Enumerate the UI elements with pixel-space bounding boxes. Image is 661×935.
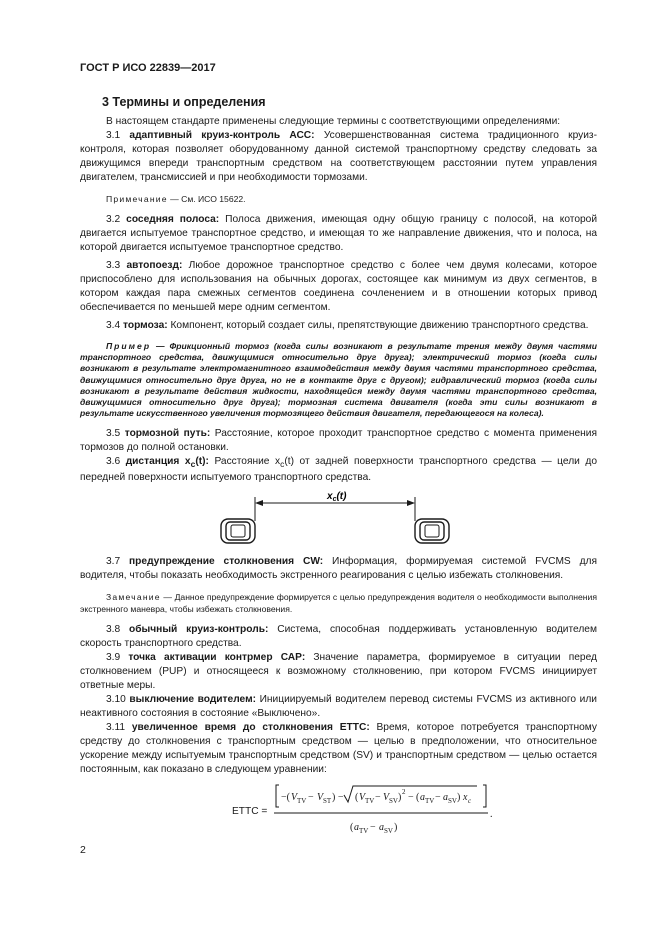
term-definition: (t) от задней поверхности транспортного средства — цели до передней поверхности испытуемого транспортного средства. [80, 456, 598, 484]
section-title: 3 Термины и определения [102, 95, 266, 109]
note-text: — См. ИСО 15622. [167, 194, 246, 204]
svg-text:a: a [354, 822, 359, 834]
svg-text:SV: SV [448, 797, 457, 806]
svg-text:−: − [370, 822, 376, 834]
term-name: адаптивный круиз-контроль АСС: [129, 130, 315, 141]
vehicle-icon [415, 519, 449, 543]
term-3-11 [80, 721, 597, 777]
example-text: — Фрикционный тормоз (когда силы возникают в результате трения между двумя частями транспортного средства, движущимися относительно друг друга); электрический тормоз (когда силы возникают в результате электромагнитного взаимодействия между двумя частями транспортного средства, движущимися относительно друг друга, но не в контакте друг с другом); гидравлический тормоз (когда силы возникают в результате действия жидкости, находящейся между двумя частями транспортного средства, движущимися относительно друг друга); тормозная система двигателя (когда эти силы возникают в результате искусственного увеличения тормозящего действия двигателя, передающегося на колеса). [80, 341, 597, 419]
distance-label: $x_c(t)$ [326, 491, 346, 504]
svg-text:V: V [383, 792, 390, 804]
formula-lhs: ЕТТС = [232, 806, 268, 818]
term-3-9 [80, 651, 597, 693]
svg-text:) −: ) − [332, 792, 344, 804]
svg-text:(: ( [416, 792, 420, 804]
term-number: 3.4 [106, 320, 123, 331]
note-label: Замечание [106, 592, 161, 603]
term-definition: Усовершенствованная система традиционного круиз-контроля, которая позволяет оборудованному данной системой транспортному средству следовать за движущимся впереди транспортным средством на соответствующем расстоянии путем управления двигателем, трансмиссией и при необходимости тормозами. [80, 130, 597, 183]
term-subscript: c [190, 459, 196, 470]
page-content [80, 88, 597, 843]
term-definition: Время, которое потребуется транспортному средству до столкновения с транспортным средством — целью в предположении, что относительное ускорение между испытуемым транспортным средством (SV) и транспортным средством — целью остается постоянным, как показано в следующем уравнении: [80, 722, 597, 776]
term-number: 3.5 [106, 428, 125, 440]
term-name: увеличенное время до столкновения ЕТТС: [131, 722, 370, 734]
svg-text:): ) [398, 792, 402, 804]
term-name: обычный круиз-контроль: [129, 624, 269, 636]
distance-diagram [219, 491, 459, 547]
term-3-6 [80, 455, 597, 485]
definition-subscript: c [280, 459, 285, 470]
note-3-1 [80, 193, 597, 205]
svg-text:TV: TV [297, 797, 307, 806]
term-3-2 [80, 213, 597, 255]
term-3-1 [80, 129, 597, 185]
term-name: выключение водителем: [129, 694, 257, 706]
term-definition: Расстояние, которое проходит транспортное средство с момента применения тормозов до полной остановки. [80, 428, 597, 454]
svg-text:SV: SV [389, 797, 398, 806]
term-number: 3.2 [106, 214, 127, 225]
svg-text:V: V [291, 792, 298, 804]
term-number: 3.6 [106, 456, 126, 468]
svg-text:c: c [468, 797, 472, 806]
term-number: 3.11 [106, 722, 132, 734]
term-number: 3.3 [106, 260, 127, 271]
term-3-7 [80, 555, 597, 583]
term-name: соседняя полоса: [126, 214, 220, 225]
term-definition: Инициируемый водителем перевод системы FVCMS из активного или неактивного состояния в состояние «Выключено». [80, 694, 597, 720]
svg-text:V: V [359, 792, 366, 804]
term-definition: Полоса движения, имеющая одну общую границу с полосой, на которой двигается испытуемое транспортное средство, и имеющая то же направление движения, что и полоса, на которой двигается испытуемое транспортное средство. [80, 214, 598, 253]
term-definition: Система, способная поддерживать установленную водителем скорость транспортного средства. [80, 624, 597, 650]
svg-text:x: x [463, 792, 468, 804]
svg-text:V: V [317, 792, 324, 804]
term-3-4 [80, 319, 597, 333]
svg-text:.: . [490, 809, 493, 821]
svg-text:SV: SV [384, 827, 393, 836]
term-definition: Информация, формируемая системой FVCMS для водителя, чтобы показать необходимость экстренного реагирования с целью избежать столкновения. [80, 556, 597, 582]
term-number: 3.10 [106, 694, 130, 706]
note-3-7 [80, 591, 597, 615]
svg-text:−(: −( [281, 792, 290, 804]
term-3-5 [80, 427, 597, 455]
svg-text:−: − [308, 792, 314, 804]
term-number: 3.9 [106, 652, 129, 664]
formula-expression [80, 783, 597, 843]
term-3-10 [80, 693, 597, 721]
intro-paragraph: В настоящем стандарте применены следующие термины с соответствующими определениями: [106, 116, 561, 127]
term-3-8 [80, 623, 597, 651]
term-name: тормозной путь: [124, 428, 211, 440]
svg-text:a: a [420, 792, 425, 804]
term-definition: Компонент, который создает силы, препятствующие движению транспортного средства. [167, 320, 589, 331]
svg-text:−: − [435, 792, 441, 804]
svg-text:): ) [457, 792, 461, 804]
ettc-formula [80, 783, 597, 843]
example-3-4 [80, 341, 597, 419]
svg-text:): ) [394, 822, 398, 834]
term-definition: Значение параметра, формируемое в ситуации перед столкновением (PUP) и относящееся к возможному столкновению, при котором FVCMS инициирует ответные меры. [80, 652, 597, 692]
standard-header: ГОСТ Р ИСО 22839—2017 [80, 62, 216, 74]
term-definition: Расстояние x [208, 456, 281, 468]
svg-text:a: a [443, 792, 448, 804]
svg-text:TV: TV [365, 797, 375, 806]
term-number: 3.8 [106, 624, 130, 636]
svg-text:(: ( [355, 792, 359, 804]
svg-text:(: ( [350, 822, 354, 834]
term-number: 3.7 [106, 556, 130, 568]
term-name: тормоза: [123, 320, 168, 331]
term-name: точка активации контрмер САР: [128, 652, 306, 664]
term-name: автопоезд: [126, 260, 183, 271]
svg-text:−: − [375, 792, 381, 804]
term-definition: Любое дорожное транспортное средство с более чем двумя колесами, которое приспособлено для использования на обычных дорогах, состоящее как минимум из двух сегментов, в котором каждая пара смежных сегментов соединена сочленением и в отношении которых привод обеспечивается по меньшей мере одним сегментом. [80, 260, 597, 313]
term-name: предупреждение столкновения CW: [129, 556, 324, 568]
term-name-part: дистанция x [125, 456, 191, 468]
term-name [125, 456, 209, 470]
term-number: 3.1 [106, 130, 130, 141]
svg-text:2: 2 [402, 788, 406, 797]
svg-text:a: a [379, 822, 384, 834]
svg-text:−: − [408, 792, 414, 804]
note-text: — Данное предупреждение формируется с целью предупреждения водителя о необходимости выполнения экстренного маневра, чтобы избежать столкновения. [80, 592, 597, 615]
term-3-3 [80, 259, 597, 315]
note-label: Примечание [106, 194, 168, 204]
svg-text:TV: TV [359, 827, 369, 836]
vehicle-icon [221, 519, 255, 543]
example-label: Пример [106, 341, 152, 351]
svg-text:ST: ST [323, 797, 332, 806]
svg-text:TV: TV [425, 797, 435, 806]
term-name-part: (t): [195, 456, 209, 468]
page-number: 2 [80, 844, 86, 856]
